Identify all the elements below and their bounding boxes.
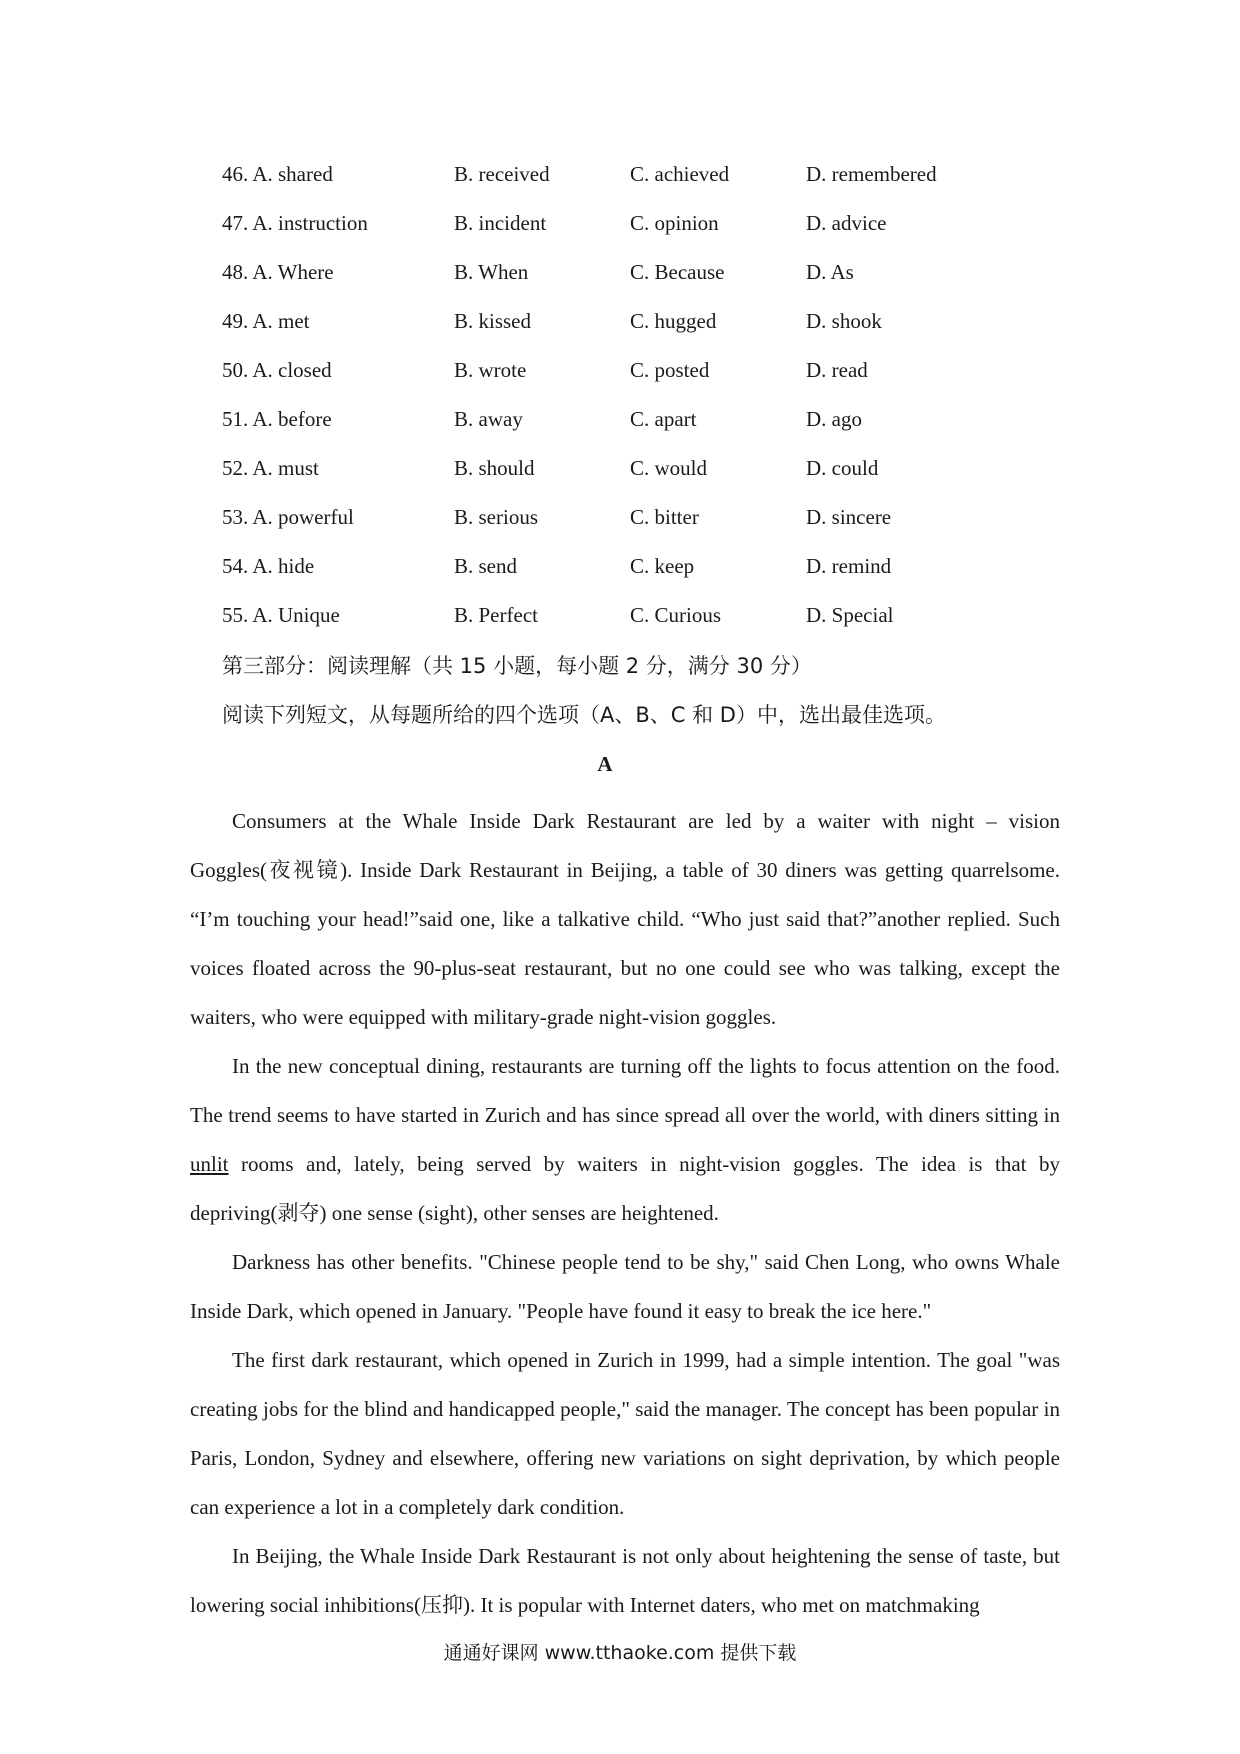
paragraph-1: Consumers at the Whale Inside Dark Restaurant are led by a waiter with night – vision Goggles(夜视镜). Inside Dark Restaurant in Beijing, a table of 30 diners was getting quarrelsome. “I’m touching your head!”said one, like a talkative child. “Who just said that?”another replied. Such voices floated across the 90-plus-seat restaurant, but no one could see who was talking, except the waiters, who were equipped with military-grade night-vision goggles. (190, 809, 1060, 1029)
option-b: B. kissed (454, 309, 532, 333)
option-a: 50. A. closed (222, 358, 332, 382)
option-row (222, 258, 1022, 307)
option-d: D. ago (806, 407, 862, 431)
option-c: C. posted (630, 358, 710, 382)
option-row (222, 209, 1022, 258)
option-c: C. Because (630, 260, 725, 284)
option-b: B. incident (454, 211, 547, 235)
option-b: B. wrote (454, 358, 527, 382)
option-a: 55. A. Unique (222, 603, 340, 627)
option-c: C. achieved (630, 162, 730, 186)
option-row (222, 356, 1022, 405)
option-b: B. When (454, 260, 529, 284)
option-d: D. Special (806, 603, 894, 627)
paragraph-4: The first dark restaurant, which opened in Zurich in 1999, had a simple intention. The goal "was creating jobs for the blind and handicapped people," said the manager. The concept has been popular in Paris, London, Sydney and elsewhere, offering new variations on sight deprivation, by which people can experience a lot in a completely dark condition. (190, 1348, 1060, 1519)
option-b: B. send (454, 554, 517, 578)
option-d: D. As (806, 260, 854, 284)
option-d: D. remind (806, 554, 892, 578)
option-c: C. keep (630, 554, 695, 578)
option-b: B. received (454, 162, 550, 186)
option-row (222, 405, 1022, 454)
answer-options-list (222, 160, 1022, 650)
option-c: C. apart (630, 407, 697, 431)
option-c: C. Curious (630, 603, 722, 627)
option-d: D. advice (806, 211, 887, 235)
option-c: C. hugged (630, 309, 717, 333)
option-a: 52. A. must (222, 456, 319, 480)
option-b: B. serious (454, 505, 538, 529)
option-c: C. bitter (630, 505, 699, 529)
option-d: D. could (806, 456, 879, 480)
option-a: 46. A. shared (222, 162, 333, 186)
option-d: D. shook (806, 309, 882, 333)
paragraph-2-text-a: In the new conceptual dining, restaurants are turning off the lights to focus attention on the food. The trend seems to have started in Zurich and has since spread all over the world, with diners sitting in (190, 1054, 1060, 1127)
option-b: B. should (454, 456, 535, 480)
option-a: 48. A. Where (222, 260, 334, 284)
reading-passage (190, 797, 1060, 1630)
option-row (222, 307, 1022, 356)
option-b: B. Perfect (454, 603, 538, 627)
part3-heading: 第三部分：阅读理解（共 15 小题，每小题 2 分，满分 30 分） (222, 654, 812, 678)
option-a: 47. A. instruction (222, 211, 368, 235)
option-b: B. away (454, 407, 523, 431)
option-row (222, 160, 1022, 209)
option-a: 54. A. hide (222, 554, 315, 578)
option-row (222, 552, 1022, 601)
option-a: 53. A. powerful (222, 505, 354, 529)
paragraph-3: Darkness has other benefits. "Chinese people tend to be shy," said Chen Long, who owns Whale Inside Dark, which opened in January. "People have found it easy to break the ice here." (190, 1250, 1060, 1323)
option-row (222, 601, 1022, 650)
option-a: 51. A. before (222, 407, 332, 431)
page-footer: 通通好课网 www.tthaoke.com 提供下载 (443, 1642, 797, 1664)
option-d: D. sincere (806, 505, 892, 529)
option-c: C. opinion (630, 211, 719, 235)
option-a: 49. A. met (222, 309, 310, 333)
paragraph-2-text-b: rooms and, lately, being served by waiters in night-vision goggles. The idea is that by depriving(剥夺) one sense (sight), other senses are heightened. (190, 1152, 1060, 1225)
option-c: C. would (630, 456, 708, 480)
underlined-word: unlit (190, 1152, 229, 1176)
option-d: D. read (806, 358, 868, 382)
paragraph-2 (190, 1042, 1060, 1238)
option-row (222, 503, 1022, 552)
option-row (222, 454, 1022, 503)
option-d: D. remembered (806, 162, 937, 186)
paragraph-5: In Beijing, the Whale Inside Dark Restaurant is not only about heightening the sense of taste, but lowering social inhibitions(压抑). It is popular with Internet daters, who met on matchmaking (190, 1544, 1060, 1617)
passage-label: A (597, 752, 613, 776)
part3-instruction: 阅读下列短文，从每题所给的四个选项（A、B、C 和 D）中，选出最佳选项。 (222, 703, 946, 727)
